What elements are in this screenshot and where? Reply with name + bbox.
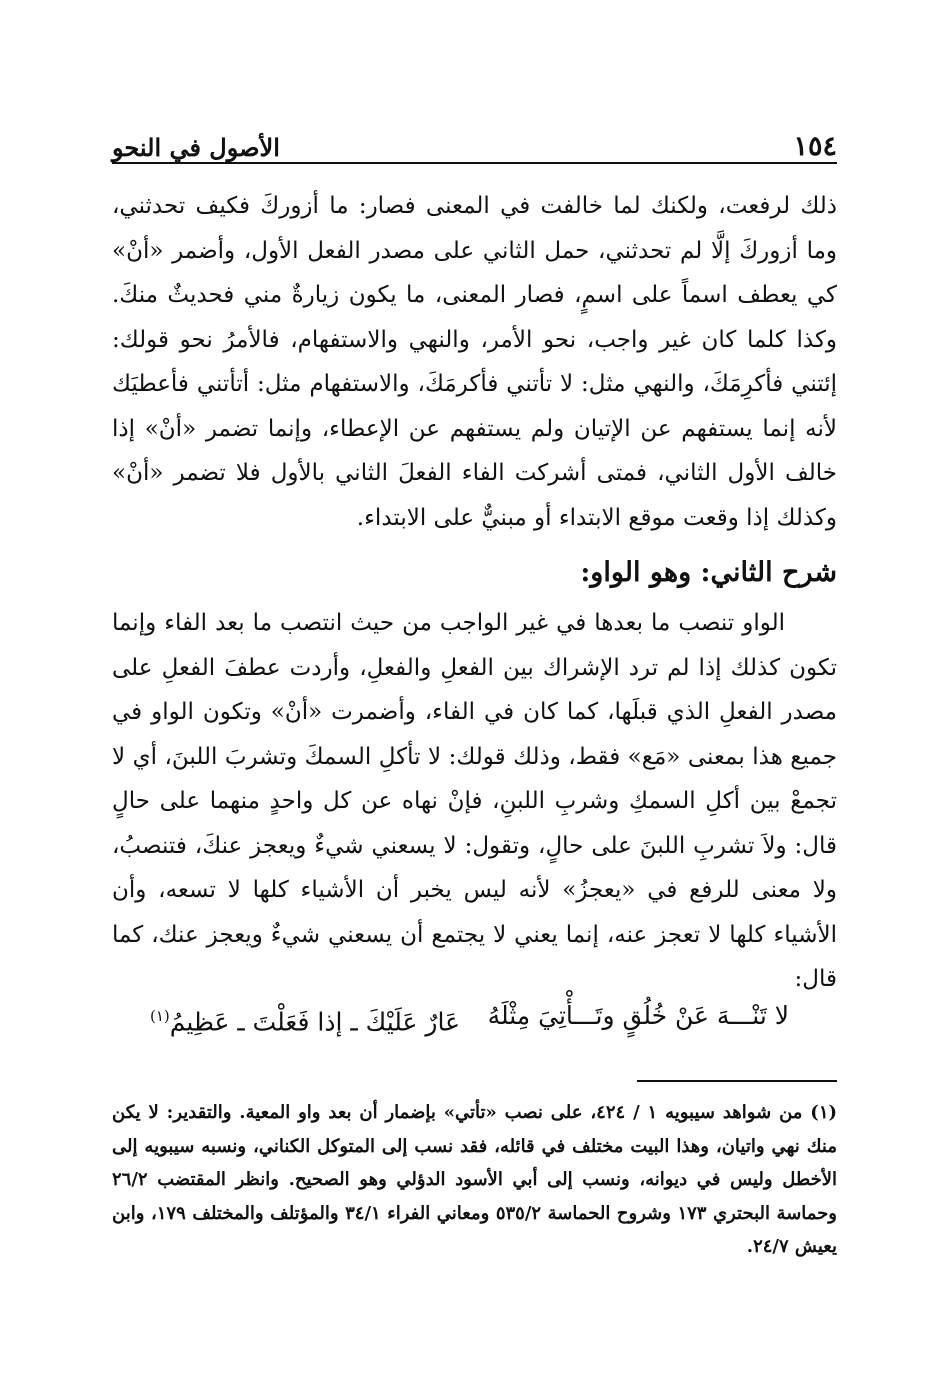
footnote-marker: (١) (150, 1007, 170, 1025)
section-heading: شرح الثاني: وهو الواو: (580, 557, 837, 588)
verse-first-hemistich: لا تَنْـــهَ عَنْ خُلُقٍ وتَـــأْتِيَ مِثْلَهُ (487, 1001, 789, 1030)
footnote-1: (١) من شواهد سيبويه ١ / ٤٢٤، على نصب «تأتي» بإضمار أن بعد واو المعية. والتقدير: لا يكن منك نهي واتيان، وهذا البيت مختلف في قائله، فقد نسب إلى المتوكل الكناني، ونسبه سيبويه إلى الأخطل وليس في ديوانه، ونسب إلى أبي الأسود الدؤلي وهو الصحيح. وانظر المقتضب ٢٦/٢ وحماسة البحتري ١٧٣ وشروح الحماسة ٥٣٥/٢ ومعاني الفراء ٣٤/١ والمؤتلف والمختلف ١٧٩، وابن يعيش ٢٤/٧. (112, 1102, 838, 1257)
footnote-rule (637, 1080, 837, 1082)
paragraph-1: ذلك لرفعت، ولكنك لما خالفت في المعنى فصار: ما أزوركَ فكيف تحدثني، وما أزوركَ إلَّا لم تحدثني، حمل الثاني على مصدر الفعل الأول، وأضمر «أنْ» كي يعطف اسماً على اسمٍ، فصار المعنى، ما يكون زيارةٌ مني فحديثٌ منكَ. وكذا كلما كان غير واجب، نحو الأمر، والنهي والاستفهام، فالأمرُ نحو قولك: إئتني فأكرِمَكَ، والنهي مثل: لا تأتني فأكرمَكَ، والاستفهام مثل: أتأتني فأعطيَك لأنه إنما يستفهم عن الإتيان ولم يستفهم عن الإعطاء، وإنما تضمر «أنْ» إذا خالف الأول الثاني، فمتى أشركت الفاء الفعلَ الثاني بالأول فلا تضمر «أنْ» وكذلك إذا وقعت موقع الابتداء أو مبنيٌّ على الابتداء. (112, 193, 837, 531)
text-block-1 (112, 184, 837, 540)
footnotes (112, 1096, 837, 1264)
poetry-verse (150, 996, 789, 1042)
header-rule (112, 162, 837, 164)
running-header (112, 122, 837, 162)
running-title: الأصول في النحو (112, 133, 280, 162)
text-block-2 (112, 601, 837, 1002)
page-number: ١٥٤ (793, 131, 837, 162)
paragraph-2: الواو تنصب ما بعدها في غير الواجب من حيث انتصب ما بعد الفاء وإنما تكون كذلك إذا لم ترد الإشراك بين الفعلِ والفعلِ، وأردت عطفَ الفعلِ على مصدر الفعلِ الذي قبلَها، كما كان في الفاء، وأضمرت «أنْ» وتكون الواو في جميع هذا بمعنى «مَع» فقط، وذلك قولك: لا تأكلِ السمكَ وتشربَ اللبنَ، أي لا تجمعْ بين أكلِ السمكِ وشربِ اللبنِ، فإنْ نهاه عن كل واحدٍ منهما على حالٍ قال: ولاَ تشربِ اللبنَ على حالٍ، وتقول: لا يسعني شيءٌ ويعجز عنكَ، فتنصبُ، ولا معنى للرفع في «يعجزُ» لأنه ليس يخبر أن الأشياء كلها لا تسعه، وأن الأشياء كلها لا تعجز عنه، إنما يعني لا يجتمع أن يسعني شيءٌ ويعجز عنك، كما قال: (112, 610, 837, 992)
verse-second-hemistich-text: عَارٌ عَلَيْكَ ـ إذا فَعَلْتَ ـ عَظِيمُ (169, 1007, 460, 1037)
verse-second-hemistich (150, 996, 460, 1042)
